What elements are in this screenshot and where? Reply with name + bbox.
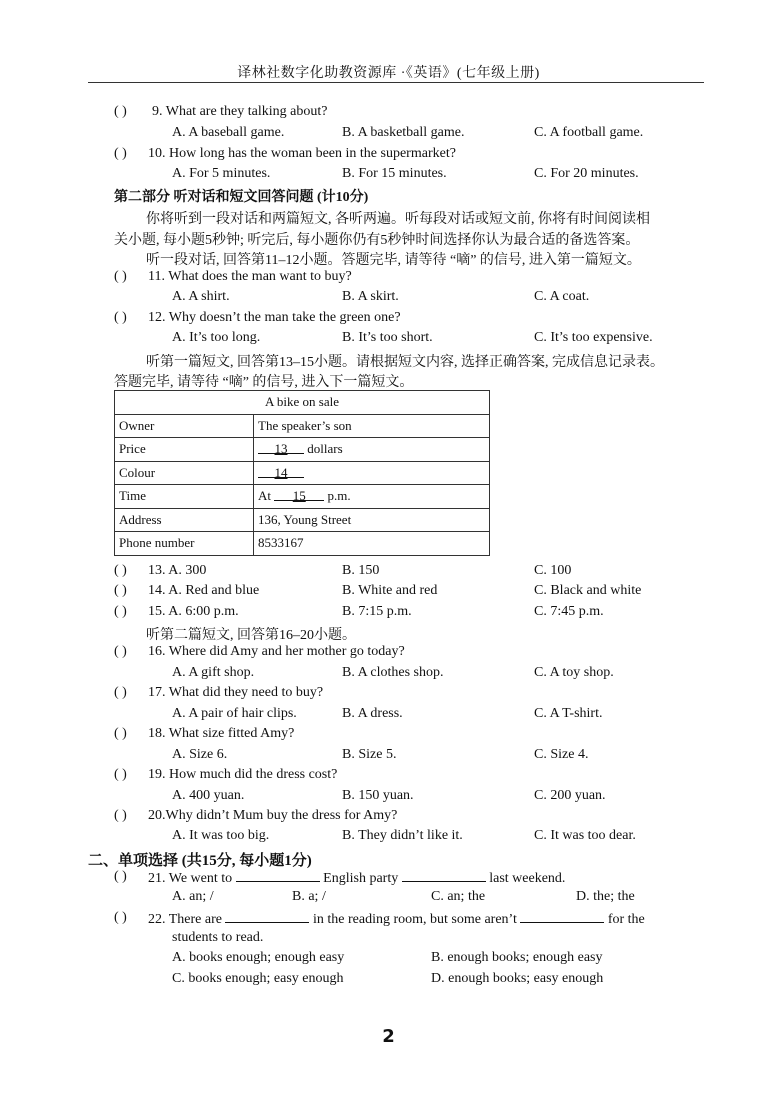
q22-continuation: students to read. xyxy=(172,930,264,945)
q19-option-b: B. 150 yuan. xyxy=(342,788,414,803)
part2-title: 第二部分 听对话和短文回答问题 (计10分) xyxy=(114,190,369,205)
q13-option-b: B. 150 xyxy=(342,563,380,578)
q14-option-b: B. White and red xyxy=(342,583,438,598)
page-number: 2 xyxy=(382,1026,395,1047)
q12-option-a: A. It’s too long. xyxy=(172,330,261,345)
answer-bracket-13[interactable]: ( ) xyxy=(114,563,127,578)
q11-option-c: C. A coat. xyxy=(534,289,590,304)
q18-option-c: C. Size 4. xyxy=(534,747,589,762)
q22-blank-2[interactable] xyxy=(520,910,604,923)
q21-option-d: D. the; the xyxy=(576,889,635,904)
q9-option-c: C. A football game. xyxy=(534,125,644,140)
dialog-instruction: 听一段对话, 回答第11–12小题。答题完毕, 请等待 “嘀” 的信号, 进入第一篇短文。 xyxy=(146,253,641,268)
price-unit: dollars xyxy=(307,441,343,457)
q16-option-b: B. A clothes shop. xyxy=(342,665,444,680)
time-suffix: p.m. xyxy=(327,488,351,504)
q21-blank-2[interactable] xyxy=(402,869,486,882)
question-13-stem: 13. A. 300 xyxy=(148,563,207,578)
phone-label: Phone number xyxy=(115,532,254,556)
address-label: Address xyxy=(115,508,254,532)
answer-bracket-18[interactable]: ( ) xyxy=(114,726,127,741)
q21-text-3: last weekend. xyxy=(489,871,566,886)
answer-bracket-15[interactable]: ( ) xyxy=(114,604,127,619)
q10-option-a: A. For 5 minutes. xyxy=(172,166,271,181)
answer-bracket-9[interactable]: ( ) xyxy=(114,104,127,119)
q10-option-b: B. For 15 minutes. xyxy=(342,166,447,181)
table-title: A bike on sale xyxy=(115,391,490,415)
question-11-stem: 11. What does the man want to buy? xyxy=(148,269,352,284)
question-20-stem: 20.Why didn’t Mum buy the dress for Amy? xyxy=(148,808,398,823)
question-9-stem: 9. What are they talking about? xyxy=(152,104,328,119)
q17-option-c: C. A T-shirt. xyxy=(534,706,603,721)
colour-blank[interactable]: 14 xyxy=(258,465,304,478)
address-value: 136, Young Street xyxy=(254,508,490,532)
time-blank[interactable]: 15 xyxy=(274,488,324,501)
time-label: Time xyxy=(115,485,254,509)
passage1-instruction-2: 答题完毕, 请等待 “嘀” 的信号, 进入下一篇短文。 xyxy=(114,375,414,390)
question-16-stem: 16. Where did Amy and her mother go today? xyxy=(148,644,405,659)
section2-title: 二、单项选择 (共15分, 每小题1分) xyxy=(88,853,312,869)
answer-bracket-12[interactable]: ( ) xyxy=(114,310,127,325)
q21-option-b: B. a; / xyxy=(292,889,326,904)
price-label: Price xyxy=(115,438,254,462)
header-divider xyxy=(88,82,704,83)
time-prefix: At xyxy=(258,488,271,504)
price-cell xyxy=(254,438,490,462)
q20-option-a: A. It was too big. xyxy=(172,828,270,843)
answer-bracket-21[interactable]: ( ) xyxy=(114,869,127,884)
owner-value: The speaker’s son xyxy=(254,414,490,438)
question-17-stem: 17. What did they need to buy? xyxy=(148,685,324,700)
answer-bracket-11[interactable]: ( ) xyxy=(114,269,127,284)
q21-option-a: A. an; / xyxy=(172,889,214,904)
q22-blank-1[interactable] xyxy=(225,910,309,923)
q11-option-b: B. A skirt. xyxy=(342,289,399,304)
q11-option-a: A. A shirt. xyxy=(172,289,230,304)
q12-option-b: B. It’s too short. xyxy=(342,330,433,345)
q21-text-2: English party xyxy=(323,871,399,886)
question-19-stem: 19. How much did the dress cost? xyxy=(148,767,338,782)
q12-option-c: C. It’s too expensive. xyxy=(534,330,653,345)
q21-text-1: 21. We went to xyxy=(148,871,233,886)
q19-option-a: A. 400 yuan. xyxy=(172,788,245,803)
q15-option-c: C. 7:45 p.m. xyxy=(534,604,604,619)
q22-option-d: D. enough books; easy enough xyxy=(431,971,604,986)
q18-option-a: A. Size 6. xyxy=(172,747,228,762)
q22-text-1: 22. There are xyxy=(148,912,222,927)
q9-option-a: A. A baseball game. xyxy=(172,125,285,140)
answer-bracket-19[interactable]: ( ) xyxy=(114,767,127,782)
q14-option-c: C. Black and white xyxy=(534,583,642,598)
q16-option-a: A. A gift shop. xyxy=(172,665,255,680)
colour-label: Colour xyxy=(115,461,254,485)
q16-option-c: C. A toy shop. xyxy=(534,665,614,680)
info-record-table xyxy=(114,390,490,556)
price-blank[interactable]: 13 xyxy=(258,441,304,454)
passage1-instruction-1: 听第一篇短文, 回答第13–15小题。请根据短文内容, 选择正确答案, 完成信息记录表。 xyxy=(146,355,664,370)
question-14-stem: 14. A. Red and blue xyxy=(148,583,260,598)
question-18-stem: 18. What size fitted Amy? xyxy=(148,726,295,741)
q22-text-3: for the xyxy=(607,912,645,927)
answer-bracket-14[interactable]: ( ) xyxy=(114,583,127,598)
question-15-stem: 15. A. 6:00 p.m. xyxy=(148,604,239,619)
q17-option-a: A. A pair of hair clips. xyxy=(172,706,297,721)
q17-option-b: B. A dress. xyxy=(342,706,403,721)
q22-option-b: B. enough books; enough easy xyxy=(431,950,603,965)
time-cell xyxy=(254,485,490,509)
colour-cell xyxy=(254,461,490,485)
question-12-stem: 12. Why doesn’t the man take the green one? xyxy=(148,310,401,325)
q21-option-c: C. an; the xyxy=(431,889,486,904)
phone-value: 8533167 xyxy=(254,532,490,556)
q19-option-c: C. 200 yuan. xyxy=(534,788,606,803)
answer-bracket-20[interactable]: ( ) xyxy=(114,808,127,823)
question-10-stem: 10. How long has the woman been in the supermarket? xyxy=(148,146,456,161)
q20-option-b: B. They didn’t like it. xyxy=(342,828,463,843)
q9-option-b: B. A basketball game. xyxy=(342,125,465,140)
answer-bracket-16[interactable]: ( ) xyxy=(114,644,127,659)
question-22-stem xyxy=(148,910,645,928)
q10-option-c: C. For 20 minutes. xyxy=(534,166,639,181)
part2-instruction-1: 你将听到一段对话和两篇短文, 各听两遍。听每段对话或短文前, 你将有时间阅读相 xyxy=(146,212,650,227)
q20-option-c: C. It was too dear. xyxy=(534,828,636,843)
q13-option-c: C. 100 xyxy=(534,563,572,578)
q21-blank-1[interactable] xyxy=(236,869,320,882)
passage2-instruction: 听第二篇短文, 回答第16–20小题。 xyxy=(146,628,356,643)
question-21-stem xyxy=(148,869,565,887)
q22-option-c: C. books enough; easy enough xyxy=(172,971,344,986)
q22-option-a: A. books enough; enough easy xyxy=(172,950,345,965)
owner-label: Owner xyxy=(115,414,254,438)
q22-text-2: in the reading room, but some aren’t xyxy=(312,912,517,927)
q18-option-b: B. Size 5. xyxy=(342,747,397,762)
q15-option-b: B. 7:15 p.m. xyxy=(342,604,412,619)
page-header: 译林社数字化助教资源库 ·《英语》(七年级上册) xyxy=(237,66,540,81)
answer-bracket-22[interactable]: ( ) xyxy=(114,910,127,925)
answer-bracket-10[interactable]: ( ) xyxy=(114,146,127,161)
answer-bracket-17[interactable]: ( ) xyxy=(114,685,127,700)
part2-instruction-2: 关小题, 每小题5秒钟; 听完后, 每小题你仍有5秒钟时间选择你认为最合适的备选答案。 xyxy=(114,233,640,248)
